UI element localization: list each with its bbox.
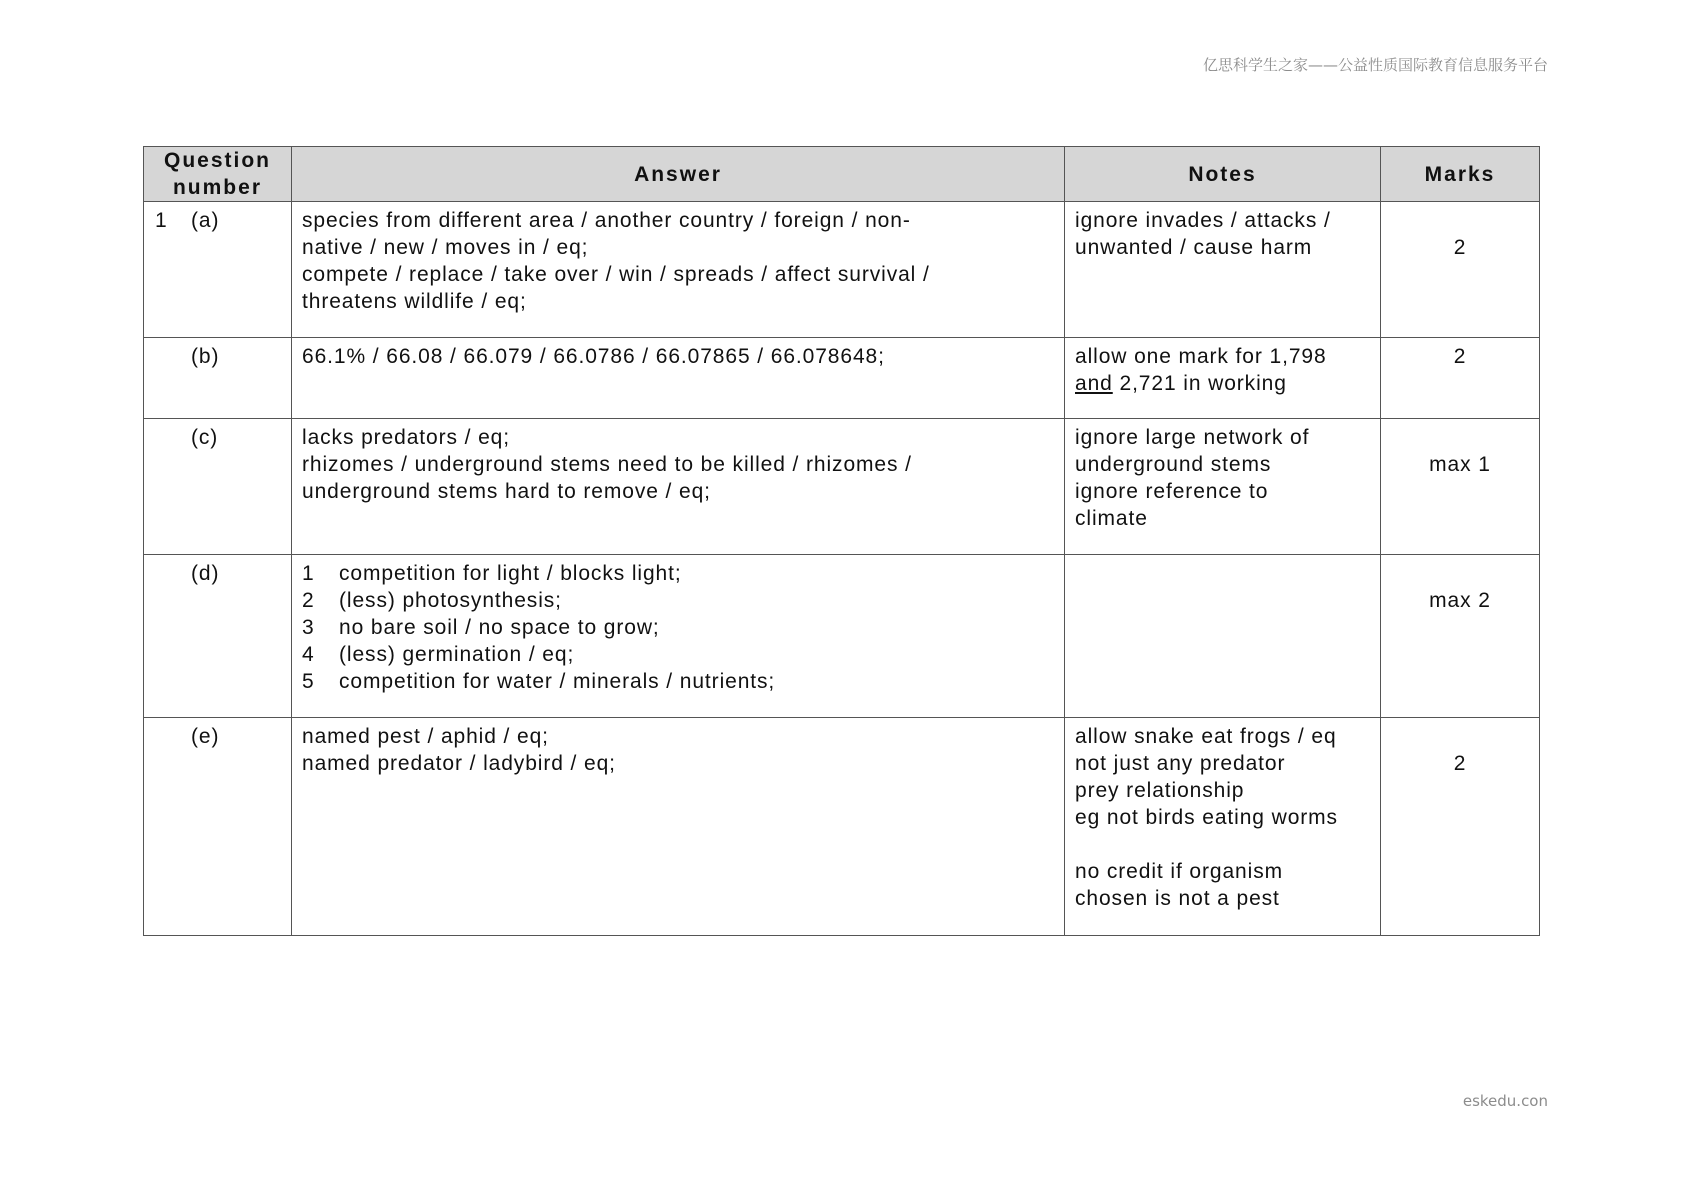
list-item: 5 competition for water / minerals / nutrients; [302, 670, 776, 693]
answer-line: rhizomes / underground stems need to be killed / rhizomes / [302, 453, 912, 476]
notes-cell [1065, 338, 1381, 419]
list-item: 2 (less) photosynthesis; [302, 589, 562, 612]
footer-watermark: eskedu.con [1462, 1092, 1548, 1110]
notes-line: prey relationship [1075, 779, 1245, 802]
question-part: (a) [191, 209, 220, 232]
marks-value: max 2 [1429, 589, 1491, 612]
answer-line: named predator / ladybird / eq; [302, 752, 616, 775]
notes-spacer [1075, 831, 1370, 858]
marks-cell [1381, 555, 1540, 718]
answer-line: 66.1% / 66.08 / 66.079 / 66.0786 / 66.07865 / 66.078648; [302, 345, 885, 368]
list-item: 1 competition for light / blocks light; [302, 562, 682, 585]
question-cell [144, 555, 292, 718]
table-row [144, 718, 1540, 936]
notes-line: ignore reference to [1075, 480, 1269, 503]
notes-line: underground stems [1075, 453, 1272, 476]
answer-cell [292, 202, 1065, 338]
notes-underlined-word: and [1075, 372, 1113, 395]
answer-line: underground stems hard to remove / eq; [302, 480, 711, 503]
notes-line: not just any predator [1075, 752, 1286, 775]
marks-value: 2 [1453, 752, 1467, 775]
notes-line: no credit if organism [1075, 860, 1283, 883]
notes-line: climate [1075, 507, 1148, 530]
list-item: 3 no bare soil / no space to grow; [302, 616, 660, 639]
marks-cell [1381, 419, 1540, 555]
answer-line: species from different area / another country / foreign / non- [302, 209, 911, 232]
notes-line: unwanted / cause harm [1075, 236, 1313, 259]
notes-line: allow snake eat frogs / eq [1075, 725, 1337, 748]
header-watermark: 亿思科学生之家——公益性质国际教育信息服务平台 [1202, 56, 1548, 74]
marks-cell [1381, 338, 1540, 419]
marks-value: 2 [1453, 236, 1467, 259]
question-part: (e) [191, 725, 220, 748]
table-row [144, 555, 1540, 718]
notes-line-rest: 2,721 in working [1112, 372, 1287, 395]
notes-line: ignore invades / attacks / [1075, 209, 1331, 232]
question-cell [144, 718, 292, 936]
question-part: (c) [191, 426, 219, 449]
marks-cell [1381, 202, 1540, 338]
question-cell [144, 202, 292, 338]
table-row [144, 338, 1540, 419]
header-notes: Notes [1065, 147, 1381, 202]
answer-line: compete / replace / take over / win / spreads / affect survival / [302, 263, 930, 286]
notes-line: ignore large network of [1075, 426, 1310, 449]
list-item: 4 (less) germination / eq; [302, 643, 575, 666]
answer-cell [292, 555, 1065, 718]
answer-line: named pest / aphid / eq; [302, 725, 549, 748]
table-row [144, 419, 1540, 555]
marks-value: max 1 [1429, 453, 1491, 476]
header-answer: Answer [292, 147, 1065, 202]
answer-line: threatens wildlife / eq; [302, 290, 527, 313]
answer-cell [292, 338, 1065, 419]
marks-cell [1381, 718, 1540, 936]
notes-cell [1065, 718, 1381, 936]
table-header-row [144, 147, 1540, 202]
table-row [144, 202, 1540, 338]
header-question-number: Question number [144, 147, 292, 202]
question-cell [144, 338, 292, 419]
notes-cell [1065, 202, 1381, 338]
notes-line: chosen is not a pest [1075, 887, 1280, 910]
question-cell [144, 419, 292, 555]
answer-cell [292, 718, 1065, 936]
question-part: (b) [191, 345, 220, 368]
notes-line: eg not birds eating worms [1075, 806, 1338, 829]
question-number: 1 [155, 209, 168, 232]
mark-scheme-table [143, 146, 1540, 936]
header-marks: Marks [1381, 147, 1540, 202]
notes-cell [1065, 419, 1381, 555]
answer-line: native / new / moves in / eq; [302, 236, 589, 259]
answer-cell [292, 419, 1065, 555]
notes-line [1075, 370, 1370, 397]
notes-cell [1065, 555, 1381, 718]
notes-line: allow one mark for 1,798 [1075, 345, 1327, 368]
question-part: (d) [191, 562, 220, 585]
marks-value: 2 [1453, 345, 1467, 368]
answer-line: lacks predators / eq; [302, 426, 510, 449]
